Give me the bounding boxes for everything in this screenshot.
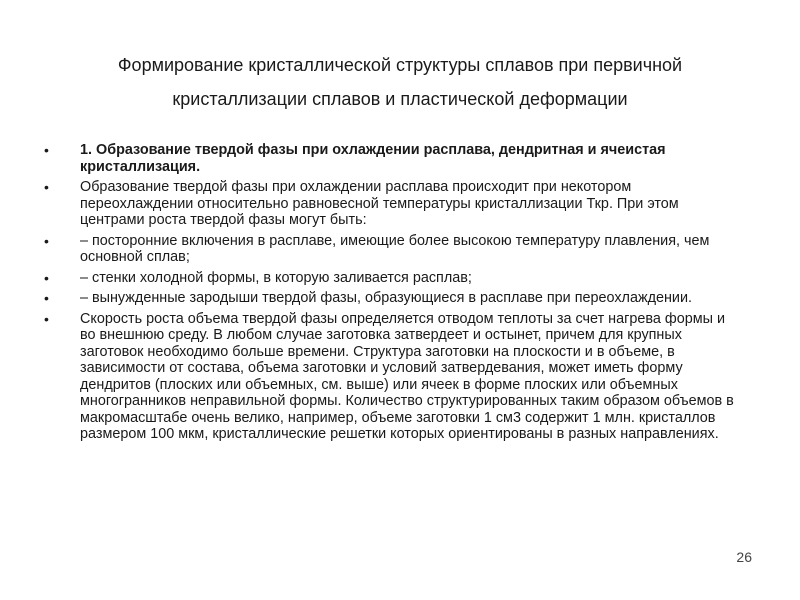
bullet-marker: • (44, 269, 49, 286)
bullet-text: Образование твердой фазы при охлаждении расплава происходит при некотором переохлаждении относительно равновесной температуры кристаллизации Ткр. При этом центрами роста твердой фазы могут быть: (80, 179, 679, 228)
bullet-item (44, 270, 740, 287)
bullet-item (44, 311, 740, 443)
bullet-marker: • (44, 310, 49, 327)
bullet-text: – посторонние включения в расплаве, имеющие более высокою температуру плавления, чем основной сплав; (80, 232, 710, 265)
bullet-marker: • (44, 179, 49, 195)
bullet-item (44, 233, 740, 266)
slide-title (40, 48, 760, 116)
page-number: 26 (736, 549, 752, 565)
bullet-marker: • (44, 232, 49, 249)
slide-title-line-2: кристаллизации сплавов и пластической деформации (172, 89, 628, 109)
bullet-text: – вынужденные зародыши твердой фазы, образующиеся в расплаве при переохлаждении. (80, 290, 693, 306)
bullet-marker: • (44, 142, 49, 158)
bullet-item-heading (44, 142, 740, 175)
bullet-item (44, 290, 740, 307)
bullet-marker: • (44, 290, 49, 306)
bullet-text: Скорость роста объема твердой фазы определяется отводом теплоты за счет нагрева формы и во внешнюю среду. В любом случае заготовка затвердеет и остынет, причем для крупных заготовок необходимо больше времени. Структура заготовки на плоскости и в объеме, в зависимости от состава, объема заготовки и условий затвердевания, может иметь форму дендритов (плоских или объемных, см. выше) или ячеек в форме плоских или объемных многогранников неправильной формы. Количество структурированных таким образом объемов в макромасштабе очень велико, например, объеме заготовки 1 см3 содержит 1 млн. кристаллов размером 100 мкм, кристаллические решетки которых ориентированы в разных направлениях. (80, 310, 734, 442)
bullet-list (44, 142, 740, 447)
bullet-text: – стенки холодной формы, в которую заливается расплав; (80, 269, 472, 286)
bullet-item (44, 179, 740, 229)
slide-title-line-1: Формирование кристаллической структуры сплавов при первичной (117, 55, 683, 75)
bullet-text: 1. Образование твердой фазы при охлаждении расплава, дендритная и ячеистая кристаллизация. (80, 142, 666, 175)
